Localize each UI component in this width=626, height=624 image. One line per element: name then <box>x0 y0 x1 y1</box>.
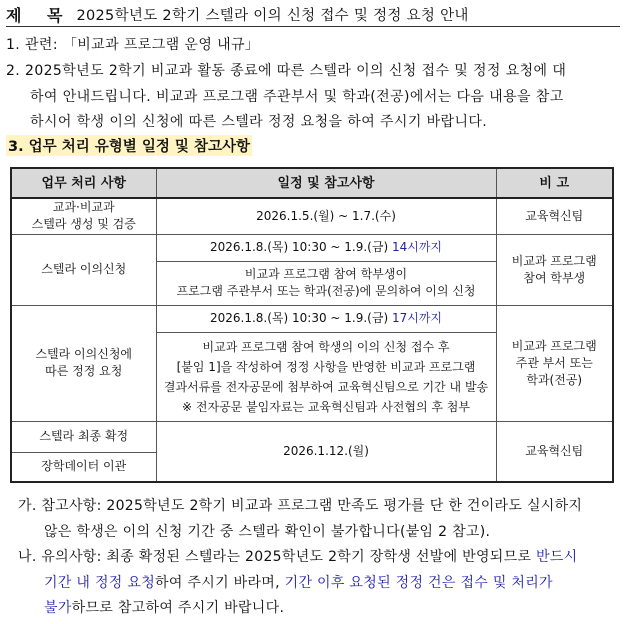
remark-text: 학과(전공) <box>526 372 583 387</box>
task-text: 따른 정정 요청 <box>45 364 123 378</box>
title-divider <box>6 26 620 27</box>
table-header-row <box>11 168 613 198</box>
note-text: ※ 전자공문 붙임자료는 교육혁신팀과 사전협의 후 첨부 <box>182 399 470 414</box>
remark-cell: 교육혁신팀 <box>496 198 613 234</box>
note-text: 결과서류를 전자공문에 첨부하여 교육혁신팀으로 기간 내 발송 <box>163 379 489 394</box>
remark-cell: 교육혁신팀 <box>496 421 613 482</box>
item-2-line-1: 2. 2025학년도 2학기 비교과 활동 종료에 따른 스텔라 이의 신청 접수 및 정정 요청에 대 <box>6 63 567 79</box>
note-text: 비교과 프로그램 참여 학부생이 <box>244 267 408 281</box>
note-cell <box>156 332 496 421</box>
task-text: 교과·비교과 <box>52 200 115 215</box>
task-cell <box>11 198 156 234</box>
header-schedule: 일정 및 참고사항 <box>156 168 496 198</box>
item-1-reference: 1. 관련: 「비교과 프로그램 운영 내규」 <box>6 37 260 53</box>
item-2-line-3: 하시어 학생 이의 신청에 따른 스텔라 정정 요청을 하여 주시기 바랍니다. <box>30 114 488 130</box>
schedule-table <box>10 167 614 483</box>
header-task: 업무 처리 사항 <box>11 168 156 198</box>
note-text: 비교과 프로그램 참여 학생의 이의 신청 접수 후 <box>202 339 450 354</box>
note-text: 하여 주시기 바라며, <box>155 575 285 591</box>
note-text: 하므로 참고하여 주시기 바랍니다. <box>71 600 285 616</box>
note-text: [붙임 1]을 작성하여 정정 사항을 반영한 비교과 프로그램 <box>176 359 476 374</box>
section-3-heading: 3. 업무 처리 유형별 일정 및 참고사항 <box>6 135 252 156</box>
task-cell <box>11 305 156 421</box>
table-row <box>11 198 613 234</box>
remark-text: 참여 학부생 <box>523 270 586 285</box>
remark-cell <box>496 305 613 421</box>
note-na-line-2 <box>44 572 553 592</box>
task-text: 스텔라 이의신청에 <box>35 347 133 361</box>
schedule-cell <box>156 305 496 332</box>
note-emphasis: 기간 이후 요청된 정정 건은 접수 및 처리가 <box>284 575 553 591</box>
remark-text: 주관 부서 또는 <box>515 355 593 370</box>
task-cell: 스텔라 이의신청 <box>11 234 156 305</box>
table-row <box>11 234 613 261</box>
title-label: 제 목 <box>6 5 73 25</box>
schedule-period: 2026.1.8.(목) 10:30 ~ 1.9.(금) <box>209 240 392 254</box>
table-row <box>11 305 613 332</box>
title-text: 2025학년도 2학기 스텔라 이의 신청 접수 및 정정 요청 안내 <box>76 7 469 24</box>
header-remark: 비 고 <box>496 168 613 198</box>
note-emphasis: 불가 <box>44 600 72 616</box>
note-cell <box>156 261 496 305</box>
note-text: 프로그램 주관부서 또는 학과(전공)에 문의하여 이의 신청 <box>176 284 476 298</box>
remark-cell <box>496 234 613 305</box>
schedule-cell <box>156 234 496 261</box>
task-text: 스텔라 생성 및 검증 <box>31 217 136 232</box>
note-emphasis: 기간 내 정정 요청 <box>44 575 156 591</box>
schedule-deadline: 14시까지 <box>391 240 442 254</box>
note-na-line-1 <box>18 546 578 566</box>
note-na-line-3 <box>44 597 284 617</box>
remark-text: 비교과 프로그램 <box>511 253 597 268</box>
remark-text: 비교과 프로그램 <box>511 338 597 353</box>
note-ga-line-2: 않은 학생은 이의 신청 기간 중 스텔라 확인이 불가합니다(붙임 2 참고). <box>44 524 491 540</box>
schedule-period: 2026.1.8.(목) 10:30 ~ 1.9.(금) <box>209 311 392 325</box>
item-2-line-2: 하여 안내드립니다. 비교과 프로그램 주관부서 및 학과(전공)에서는 다음 내용을 참고 <box>30 89 564 105</box>
task-cell: 장학데이터 이관 <box>11 452 156 482</box>
task-cell: 스텔라 최종 확정 <box>11 421 156 452</box>
note-ga-line-1: 가. 참고사항: 2025학년도 2학기 비교과 프로그램 만족도 평가를 단 한 건이라도 실시하지 <box>18 498 583 514</box>
schedule-deadline: 17시까지 <box>391 311 442 325</box>
schedule-cell: 2026.1.5.(월) ~ 1.7.(수) <box>156 198 496 234</box>
table-row <box>11 421 613 452</box>
note-emphasis: 반드시 <box>536 549 578 565</box>
document-title <box>6 2 469 26</box>
note-text: 나. 유의사항: 최종 확정된 스텔라는 2025학년도 2학기 장학생 선발에 반영되므로 <box>18 549 537 565</box>
schedule-cell: 2026.1.12.(월) <box>156 421 496 482</box>
